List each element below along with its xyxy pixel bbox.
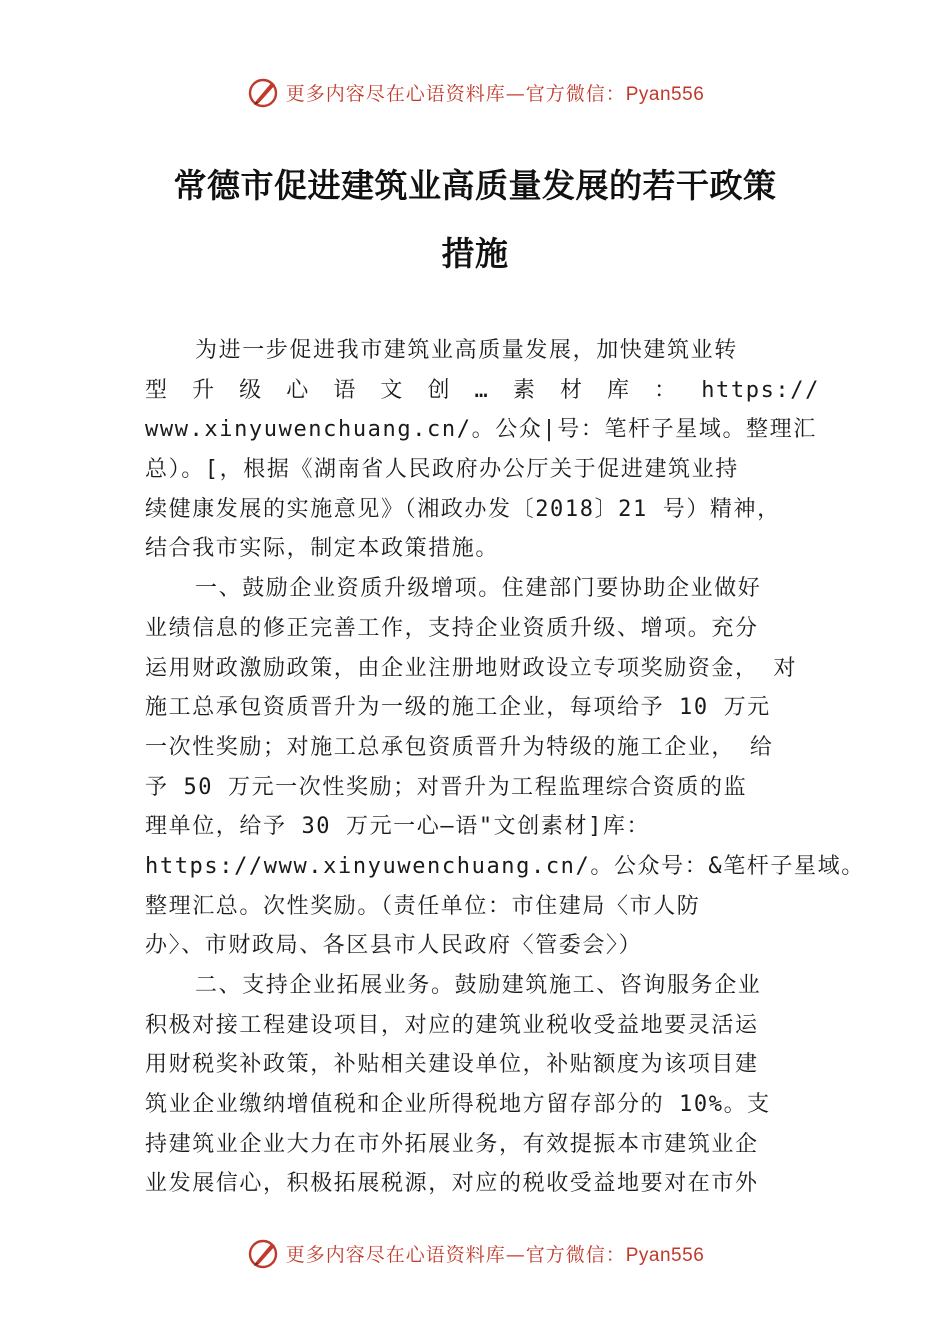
body-line: 一、鼓励企业资质升级增项。住建部门要协助企业做好	[195, 576, 762, 602]
body-line: 予 50 万元一次性奖励；对晋升为工程监理综合资质的监	[145, 774, 748, 800]
watermark-header	[0, 72, 950, 112]
body-line: 业发展信心，积极拓展税源，对应的税收受益地要对在市外	[145, 1171, 759, 1197]
body-line: 总）。[，根据《湖南省人民政府办公厅关于促进建筑业持	[145, 457, 739, 483]
body-line: 理单位，给予 30 万元一心—语"文创素材]库：	[145, 814, 651, 840]
body-line: www.xinyuwenchuang.cn/。公众|号：笔杆子星域。整理汇	[145, 417, 817, 443]
body-line: 业绩信息的修正完善工作，支持企业资质升级、增项。充分	[145, 615, 759, 641]
body-line: 整理汇总。次性奖励。（责任单位：市住建局〈市人防	[145, 893, 701, 919]
body-line: 积极对接工程建设项目，对应的建筑业税收受益地要灵活运	[145, 1012, 759, 1038]
body-line: 为进一步促进我市建筑业高质量发展，加快建筑业转	[195, 338, 738, 363]
body-line: 运用财政激励政策，由企业注册地财政设立专项奖励资金， 对	[145, 655, 798, 681]
body-line: https://www.xinyuwenchuang.cn/。公众号：&笔杆子星域。	[145, 853, 865, 879]
body-line: 筑业企业缴纳增值税和企业所得税地方留存部分的 10%。支	[145, 1092, 771, 1118]
document-title-line-2: 措施	[441, 234, 509, 273]
body-line: 持建筑业企业大力在市外拓展业务，有效提振本市建筑业企	[145, 1131, 759, 1157]
body-line: 结合我市实际，制定本政策措施。	[145, 536, 500, 562]
body-line: 续健康发展的实施意见》（湘政办发〔2018〕21 号）精神，	[145, 496, 781, 522]
body-line-spread: 型 升 级 心 语 文 创 … 素 材 库 ： https://	[145, 377, 820, 403]
watermark-text: 更多内容尽在心语资料库—官方微信：Pyan556	[285, 1243, 705, 1266]
body-line: 办〉、市财政局、各区县市人民政府〈管委会〉）	[145, 933, 643, 959]
body-line: 用财税奖补政策，补贴相关建设单位，补贴额度为该项目建	[145, 1052, 759, 1078]
document-body	[145, 331, 865, 1204]
body-line: 一次性奖励；对施工总承包资质晋升为特级的施工企业， 给	[145, 734, 774, 760]
document-title-line-1: 常德市促进建筑业高质量发展的若干政策	[173, 166, 777, 205]
watermark-footer	[0, 1233, 950, 1273]
pen-logo-icon	[246, 74, 282, 110]
pen-logo-icon	[246, 1235, 282, 1271]
body-line: 二、支持企业拓展业务。鼓励建筑施工、咨询服务企业	[195, 973, 762, 998]
watermark-text: 更多内容尽在心语资料库—官方微信：Pyan556	[285, 82, 705, 105]
body-line: 施工总承包资质晋升为一级的施工企业，每项给予 10 万元	[145, 695, 771, 721]
